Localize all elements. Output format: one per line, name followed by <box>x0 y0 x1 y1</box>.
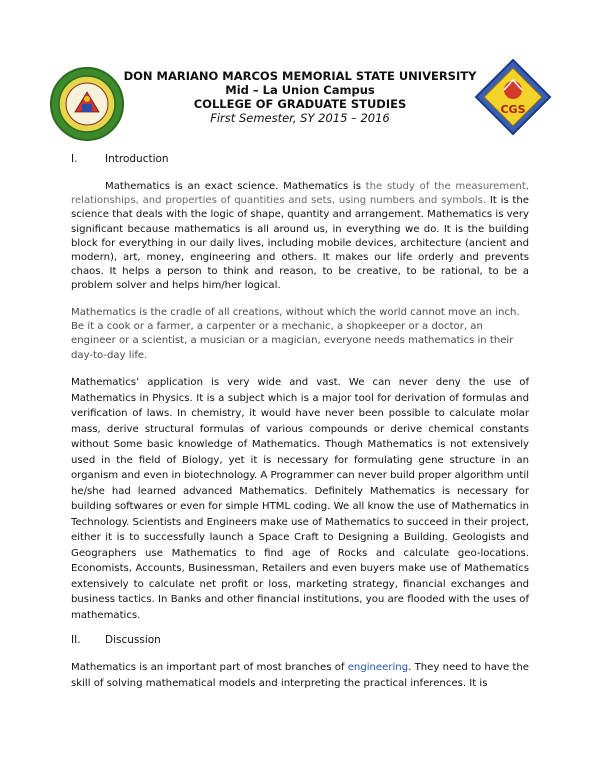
text-run: It is the science that deals with the logic of shape, quantity and arrangement. Mathematics is very significant because mathematics is all around us, in everything we do. It is the building block for everything in our daily lives, including mobile devices, architecture (ancient and modern), art, money, engineering and others. It makes our life orderly and prevents chaos. It helps a person to think and reason, to be creative, to be rational, to be a problem solver and helps him/her logical. <box>71 195 529 292</box>
intro-paragraph-3: Mathematics’ application is very wide and vast. We can never deny the use of Mathematics in Physics. It is a subject which is a major tool for derivation of formulas and verification of laws. In chemistry, it would have never been possible to calculate molar mass, derive structural formulas of various compounds or derive chemical constants without Some basic knowledge of Mathematics. Though Mathematics is not extensively used in the field of Biology, yet it is necessary for formulating gene structure in an organism and even in biotechnology. A Programmer can never build proper algorithm until he/she had learned advanced Mathematics. Definitely Mathematics is necessary for building softwares or even for simple HTML coding. We all know the use of Mathematics in Technology. Scientists and Engineers make use of Mathematics to succeed in their project, either it is to successfully launch a Space Craft to Designing a Building. Geologists and Geographers use Mathematics to find age of Rocks and calculate geo-locations. Economists, Accounts, Businessman, Retailers and even buyers make use of Mathematics extensively to calculate net profit or loss, marketing strategy, financial exchanges and business tactics. In Banks and other financial institutions, you are flooded with the uses of mathematics. <box>71 377 529 621</box>
engineering-link[interactable]: engineering <box>347 662 409 673</box>
text-run: Mathematics is an exact science. Mathematics is <box>105 181 366 192</box>
campus-name: Mid – La Union Campus <box>225 83 375 97</box>
section-heading-introduction <box>71 153 169 165</box>
definition-text: the study of the measurement, relationships, and properties of quantities and sets, using numbers and symbols. <box>71 181 529 207</box>
section-heading-discussion <box>71 634 161 646</box>
logo-text: CGS <box>500 103 526 116</box>
college-name: COLLEGE OF GRADUATE STUDIES <box>193 97 407 111</box>
section-title: Discussion <box>105 634 161 646</box>
section-title: Introduction <box>105 153 169 165</box>
section-number: II. <box>71 634 81 646</box>
discussion-paragraph-1 <box>71 660 529 691</box>
section-number: I. <box>71 153 78 165</box>
text-run: Mathematics is an important part of most branches of <box>71 662 348 673</box>
university-name: DON MARIANO MARCOS MEMORIAL STATE UNIVERSITY <box>123 69 477 83</box>
intro-paragraph-1 <box>71 180 529 294</box>
semester-label: First Semester, SY 2015 – 2016 <box>210 111 390 125</box>
intro-paragraph-2: Mathematics is the cradle of all creations, without which the world cannot move an inch. Be it a cook or a farmer, a carpenter or a mechanic, a shopkeeper or a doctor, an engineer or a scientist, a musician or a magician, everyone needs mathematics in their day-to-day life. <box>71 307 520 361</box>
document-header <box>100 69 500 125</box>
text-run: . They need to have the skill of solving mathematical models and interpreting the practical inferences. It is <box>71 662 529 689</box>
